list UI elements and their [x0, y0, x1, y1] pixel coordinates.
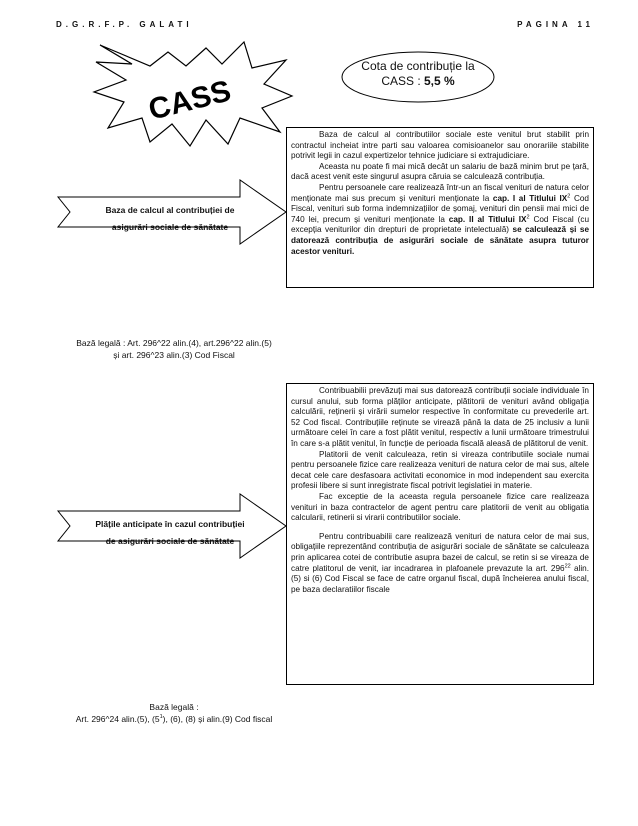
cota-value: 5,5 %	[424, 74, 455, 88]
box1-p3-a: Pentru persoanele care realizează într-un an fiscal venituri de natura celor menționate mai sus precum și venituri menționate la	[291, 182, 589, 203]
arrow-2-line1: Plățile anticipate în cazul contribuției	[95, 519, 245, 529]
legal-basis-2	[56, 701, 292, 725]
arrow-1-label	[70, 202, 270, 236]
box2-gap	[291, 524, 589, 532]
box1-p3-e: Cod Fiscal (cu excepția veniturilor din drepturi de proprietate intelectuală)	[291, 214, 589, 235]
legal1-line2: și art. 296^23 alin.(3) Cod Fiscal	[113, 350, 235, 360]
header-right: PAGINA 11	[517, 20, 594, 29]
arrow-2-line2: de asigurări sociale de sănătate	[105, 536, 235, 546]
box2-paragraph-1: Contribuabilii prevăzuți mai sus datorează contribuții sociale individuale în cursul anului, sub forma plăților anticipate, plătitorii de venituri având obligația calculării, reținerii și virării sumelor respective în conformitate cu prevederile art. 52 Cod fiscal. Contribuțiile reținute se virează până la data de 25 inclusiv a lunii următoare celei în care a fost plătit venitul, respectiv a lunii următoare trimestrului în care s-a plătit venitul, în funcție de perioada fiscală aleasă de plătitorul de venit.	[291, 386, 589, 448]
legal2-line1: Bază legală :	[149, 702, 199, 712]
legal2-line2-a: Art. 296^24 alin.(5), (5	[75, 714, 160, 724]
box1-paragraph-3	[291, 183, 589, 257]
box2-p4-a: Pentru contribuabilii care realizează venituri de natura celor de mai sus, obligațiile reprezentând contribuția de asigurări sociale de sănătate se calculeaza prin aplicarea cotei de contributie asupra bazei de calcul, se retin si se vireaza de catre platitorul de venit, iar incadrarea in plafoanele prevazute la art. 296	[291, 531, 589, 573]
legal1-line1: Bază legală : Art. 296^22 alin.(4), art.296^22 alin.(5)	[76, 338, 272, 348]
box1-paragraph-1: Baza de calcul al contributiilor sociale este venitul brut stabilit prin contractul incheiat intre parti sau valoarea comisioanelor sau onorariile stabilite potrivit legii in cazul expertizelor tehnice judiciare si extrajudiciare.	[291, 130, 589, 161]
box2-paragraph-3: Fac exceptie de la aceasta regula persoanele fizice care realizeaza venituri in baza contractelor de agent pentru care platitorii de venit au obligatia calcularii, retinerii si virarii contributiilor sociale.	[291, 491, 589, 523]
arrow-2-label	[70, 516, 270, 550]
box1-p3-d: cap. II al Titlului IX	[448, 214, 527, 224]
box2-p4-b: alin. (5) si (6) Cod Fiscal se face de catre organul fiscal, după încheierea anului fiscal, pe baza declaratiilor fiscale	[291, 563, 589, 594]
box1-p3-c: Cod Fiscal, venituri sub forma indemnizațiilor de șomaj, venituri din pensii mai mici de 740 lei, precum și venituri menționate la	[291, 193, 589, 224]
box2-paragraph-2: Platitorii de venit calculeaza, retin si vireaza contributiile sociale numai pentru persoanele fizice care realizeaza venituri de natura celor de mai sus, altele decat cele care desfasoara activitati economice in mod independent sau exercita profesii libere si sunt inregistrate fiscal potrivit legislatiei in materie.	[291, 449, 589, 491]
box1-p3-sup2: 2	[526, 214, 530, 221]
box2-paragraph-4	[291, 532, 589, 596]
cota-line1: Cota de contribuție la	[361, 59, 475, 73]
box-plati-anticipate	[286, 383, 594, 685]
legal2-line2-b: ), (6), (8) și alin.(9) Cod fiscal	[162, 714, 273, 724]
legal2-line2	[56, 713, 292, 725]
cota-prefix: CASS :	[381, 74, 424, 88]
legal-basis-1	[56, 337, 292, 361]
cota-line2	[343, 74, 493, 89]
box1-p3-b: cap. I al Titlului IX	[492, 193, 568, 203]
box1-p3-f: se calculează și se datorează contribuția de asigurări sociale de sănătate asupra tuturor acestor venituri.	[291, 225, 589, 256]
cota-text	[343, 55, 493, 101]
box1-paragraph-2: Aceasta nu poate fi mai mică decât un salariu de bază minim brut pe țară, dacă acest venit este singurul asupra căruia se calculează contribuția.	[291, 161, 589, 182]
arrow-1-line1: Baza de calcul al contribuției de	[105, 205, 235, 215]
box1-p3-sup1: 2	[567, 192, 571, 199]
box-baza-calcul	[286, 127, 594, 288]
header-left: D.G.R.F.P. GALATI	[56, 20, 193, 29]
legal2-line2-sup: 1	[159, 714, 163, 721]
arrow-1-line2: asigurări sociale de sănătate	[111, 222, 229, 232]
cass-badge-text: CASS	[145, 74, 235, 127]
box2-p4-sup: 22	[564, 562, 571, 569]
